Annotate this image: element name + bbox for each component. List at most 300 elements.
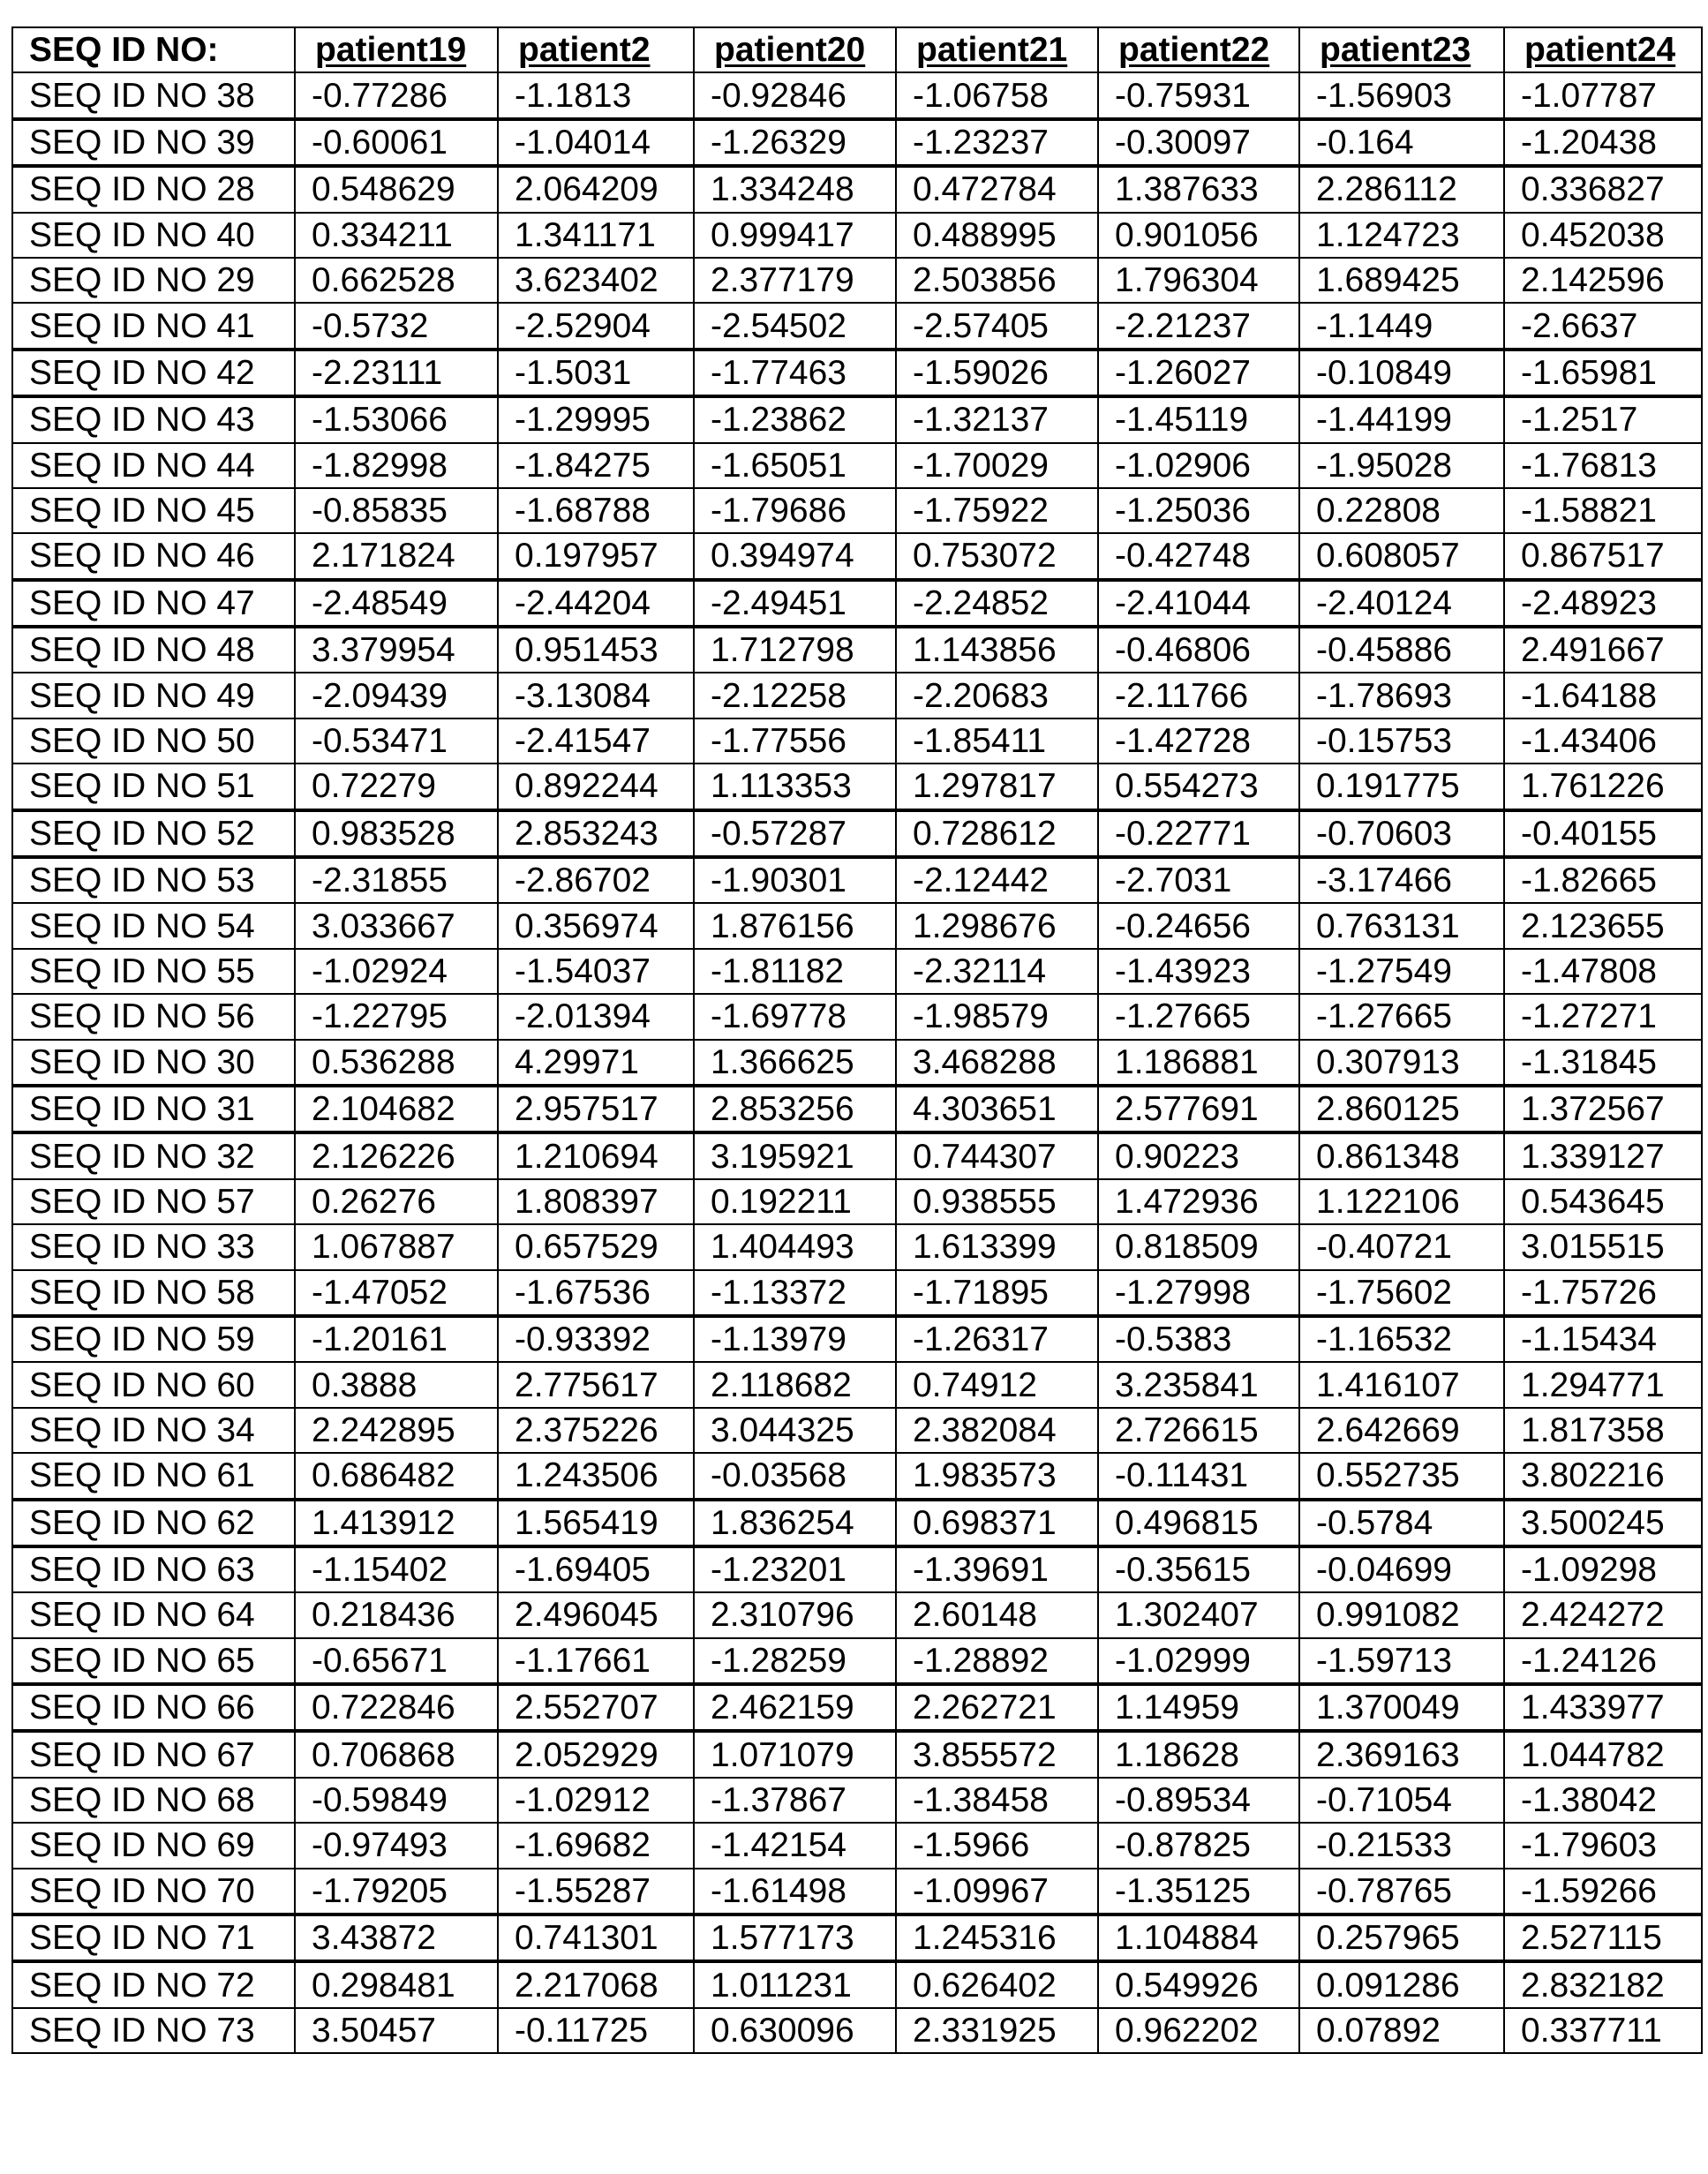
value-cell: -2.44204: [498, 580, 694, 627]
value-cell: 1.294771: [1504, 1362, 1702, 1407]
seq-id-cell: SEQ ID NO 28: [12, 166, 295, 212]
value-cell: 2.424272: [1504, 1592, 1702, 1637]
table-row: [12, 1132, 1702, 1178]
table-row: [12, 1362, 1702, 1407]
value-cell: -0.45886: [1299, 627, 1504, 673]
value-cell: -1.70029: [896, 443, 1098, 488]
value-cell: 1.067887: [295, 1224, 498, 1269]
table-row: [12, 1224, 1702, 1269]
value-cell: -0.5784: [1299, 1500, 1504, 1546]
value-cell: -1.24126: [1504, 1638, 1702, 1684]
value-cell: 0.549926: [1098, 1961, 1299, 2007]
value-cell: 0.753072: [896, 533, 1098, 579]
seq-id-cell: SEQ ID NO 34: [12, 1408, 295, 1453]
value-cell: 0.657529: [498, 1224, 694, 1269]
seq-id-cell: SEQ ID NO 64: [12, 1592, 295, 1637]
value-cell: -1.35125: [1098, 1869, 1299, 1914]
value-cell: -2.48549: [295, 580, 498, 627]
value-cell: -0.40155: [1504, 810, 1702, 857]
value-cell: -2.23111: [295, 350, 498, 396]
value-cell: 0.257965: [1299, 1914, 1504, 1961]
value-cell: 0.861348: [1299, 1132, 1504, 1178]
table-row: [12, 1684, 1702, 1731]
table-row: [12, 810, 1702, 857]
value-cell: 3.195921: [694, 1132, 896, 1178]
value-cell: 2.957517: [498, 1086, 694, 1132]
value-cell: 1.372567: [1504, 1086, 1702, 1132]
value-cell: 1.044782: [1504, 1731, 1702, 1777]
table-row: [12, 1592, 1702, 1637]
column-header-patient2: patient2: [498, 27, 694, 72]
table-row: [12, 627, 1702, 673]
value-cell: -1.82998: [295, 443, 498, 488]
value-cell: -0.40721: [1299, 1224, 1504, 1269]
value-cell: -2.7031: [1098, 857, 1299, 903]
value-cell: -0.03568: [694, 1453, 896, 1499]
value-cell: -1.84275: [498, 443, 694, 488]
table-row: [12, 2008, 1702, 2053]
value-cell: -1.13372: [694, 1270, 896, 1316]
value-cell: 0.197957: [498, 533, 694, 579]
seq-id-cell: SEQ ID NO 38: [12, 72, 295, 118]
table-row: [12, 949, 1702, 994]
value-cell: -2.12258: [694, 673, 896, 718]
value-cell: 1.366625: [694, 1040, 896, 1086]
value-cell: 0.496815: [1098, 1500, 1299, 1546]
value-cell: -1.47052: [295, 1270, 498, 1316]
value-cell: 2.503856: [896, 258, 1098, 303]
value-cell: -1.59266: [1504, 1869, 1702, 1914]
value-cell: 0.191775: [1299, 764, 1504, 809]
value-cell: 0.548629: [295, 166, 498, 212]
value-cell: -1.98579: [896, 994, 1098, 1039]
value-cell: -1.78693: [1299, 673, 1504, 718]
value-cell: -1.28892: [896, 1638, 1098, 1684]
value-cell: 0.901056: [1098, 213, 1299, 258]
value-cell: 2.60148: [896, 1592, 1098, 1637]
value-cell: 1.836254: [694, 1500, 896, 1546]
value-cell: -1.32137: [896, 396, 1098, 442]
value-cell: 0.962202: [1098, 2008, 1299, 2053]
column-header-patient19: patient19: [295, 27, 498, 72]
value-cell: -1.69778: [694, 994, 896, 1039]
value-cell: -1.79205: [295, 1869, 498, 1914]
value-cell: 0.091286: [1299, 1961, 1504, 2007]
value-cell: -1.26027: [1098, 350, 1299, 396]
value-cell: -1.09298: [1504, 1546, 1702, 1592]
value-cell: -0.71054: [1299, 1778, 1504, 1823]
seq-id-cell: SEQ ID NO 65: [12, 1638, 295, 1684]
column-header-patient20: patient20: [694, 27, 896, 72]
column-header-seq-id: SEQ ID NO:: [12, 27, 295, 72]
value-cell: 0.662528: [295, 258, 498, 303]
value-cell: -2.86702: [498, 857, 694, 903]
value-cell: -2.48923: [1504, 580, 1702, 627]
seq-id-cell: SEQ ID NO 63: [12, 1546, 295, 1592]
value-cell: 1.808397: [498, 1179, 694, 1224]
table-row: [12, 1316, 1702, 1362]
value-cell: 3.855572: [896, 1731, 1098, 1777]
value-cell: -1.28259: [694, 1638, 896, 1684]
value-cell: -1.45119: [1098, 396, 1299, 442]
value-cell: -1.06758: [896, 72, 1098, 118]
value-cell: -1.90301: [694, 857, 896, 903]
value-cell: 1.339127: [1504, 1132, 1702, 1178]
seq-id-cell: SEQ ID NO 68: [12, 1778, 295, 1823]
value-cell: -1.29995: [498, 396, 694, 442]
seq-id-cell: SEQ ID NO 60: [12, 1362, 295, 1407]
value-cell: 1.18628: [1098, 1731, 1299, 1777]
value-cell: -1.20161: [295, 1316, 498, 1362]
value-cell: -1.09967: [896, 1869, 1098, 1914]
value-cell: -0.92846: [694, 72, 896, 118]
value-cell: -2.01394: [498, 994, 694, 1039]
value-cell: 2.217068: [498, 1961, 694, 2007]
table-row: [12, 72, 1702, 118]
value-cell: -1.1449: [1299, 303, 1504, 349]
value-cell: 1.761226: [1504, 764, 1702, 809]
value-cell: -1.20438: [1504, 119, 1702, 166]
value-cell: 1.122106: [1299, 1179, 1504, 1224]
value-cell: -1.02999: [1098, 1638, 1299, 1684]
value-cell: -0.77286: [295, 72, 498, 118]
seq-id-cell: SEQ ID NO 66: [12, 1684, 295, 1731]
value-cell: -1.53066: [295, 396, 498, 442]
value-cell: -0.11725: [498, 2008, 694, 2053]
value-cell: -1.79603: [1504, 1823, 1702, 1868]
value-cell: -1.27665: [1098, 994, 1299, 1039]
value-cell: 0.307913: [1299, 1040, 1504, 1086]
seq-id-cell: SEQ ID NO 56: [12, 994, 295, 1039]
table-row: [12, 119, 1702, 166]
value-cell: 1.297817: [896, 764, 1098, 809]
value-cell: 2.171824: [295, 533, 498, 579]
value-cell: -1.16532: [1299, 1316, 1504, 1362]
value-cell: 2.052929: [498, 1731, 694, 1777]
value-cell: -2.57405: [896, 303, 1098, 349]
value-cell: 2.310796: [694, 1592, 896, 1637]
value-cell: -1.43923: [1098, 949, 1299, 994]
value-cell: -1.25036: [1098, 488, 1299, 533]
seq-id-cell: SEQ ID NO 55: [12, 949, 295, 994]
value-cell: 0.90223: [1098, 1132, 1299, 1178]
table-row: [12, 1778, 1702, 1823]
value-cell: -1.75602: [1299, 1270, 1504, 1316]
value-cell: -0.5383: [1098, 1316, 1299, 1362]
value-cell: -0.53471: [295, 718, 498, 764]
value-cell: -1.69405: [498, 1546, 694, 1592]
value-cell: -1.38458: [896, 1778, 1098, 1823]
value-cell: 2.642669: [1299, 1408, 1504, 1453]
value-cell: -2.52904: [498, 303, 694, 349]
value-cell: -0.11431: [1098, 1453, 1299, 1499]
table-row: [12, 857, 1702, 903]
value-cell: 2.382084: [896, 1408, 1098, 1453]
column-header-patient24: patient24: [1504, 27, 1702, 72]
value-cell: 0.334211: [295, 213, 498, 258]
value-cell: 0.356974: [498, 903, 694, 948]
seq-id-cell: SEQ ID NO 47: [12, 580, 295, 627]
value-cell: -0.93392: [498, 1316, 694, 1362]
value-cell: -0.85835: [295, 488, 498, 533]
value-cell: 0.630096: [694, 2008, 896, 2053]
value-cell: -1.38042: [1504, 1778, 1702, 1823]
value-cell: 1.876156: [694, 903, 896, 948]
header-row: [12, 27, 1702, 72]
value-cell: 0.218436: [295, 1592, 498, 1637]
value-cell: 0.938555: [896, 1179, 1098, 1224]
value-cell: 0.983528: [295, 810, 498, 857]
value-cell: -2.49451: [694, 580, 896, 627]
value-cell: -1.65051: [694, 443, 896, 488]
value-cell: -0.59849: [295, 1778, 498, 1823]
seq-id-cell: SEQ ID NO 32: [12, 1132, 295, 1178]
value-cell: 0.72279: [295, 764, 498, 809]
value-cell: -1.15434: [1504, 1316, 1702, 1362]
value-cell: 3.43872: [295, 1914, 498, 1961]
value-cell: 1.243506: [498, 1453, 694, 1499]
value-cell: 1.186881: [1098, 1040, 1299, 1086]
table-row: [12, 443, 1702, 488]
value-cell: -1.27271: [1504, 994, 1702, 1039]
table-row: [12, 764, 1702, 809]
seq-id-cell: SEQ ID NO 70: [12, 1869, 295, 1914]
value-cell: -1.56903: [1299, 72, 1504, 118]
value-cell: 3.235841: [1098, 1362, 1299, 1407]
value-cell: -1.47808: [1504, 949, 1702, 994]
value-cell: 2.104682: [295, 1086, 498, 1132]
value-cell: 2.242895: [295, 1408, 498, 1453]
value-cell: 1.577173: [694, 1914, 896, 1961]
value-cell: -1.54037: [498, 949, 694, 994]
seq-id-cell: SEQ ID NO 42: [12, 350, 295, 396]
value-cell: -1.17661: [498, 1638, 694, 1684]
value-cell: 2.375226: [498, 1408, 694, 1453]
value-cell: 1.433977: [1504, 1684, 1702, 1731]
value-cell: -1.64188: [1504, 673, 1702, 718]
value-cell: -0.46806: [1098, 627, 1299, 673]
column-header-patient22: patient22: [1098, 27, 1299, 72]
table-row: [12, 903, 1702, 948]
value-cell: -1.42154: [694, 1823, 896, 1868]
value-cell: -1.69682: [498, 1823, 694, 1868]
table-row: [12, 488, 1702, 533]
value-cell: 2.369163: [1299, 1731, 1504, 1777]
table-row: [12, 1040, 1702, 1086]
value-cell: -0.164: [1299, 119, 1504, 166]
value-cell: 1.071079: [694, 1731, 896, 1777]
value-cell: 0.999417: [694, 213, 896, 258]
expression-table: [11, 26, 1703, 2054]
value-cell: -0.89534: [1098, 1778, 1299, 1823]
seq-id-cell: SEQ ID NO 39: [12, 119, 295, 166]
value-cell: -0.30097: [1098, 119, 1299, 166]
value-cell: 2.064209: [498, 166, 694, 212]
table-row: [12, 580, 1702, 627]
value-cell: -0.60061: [295, 119, 498, 166]
value-cell: 1.298676: [896, 903, 1098, 948]
seq-id-cell: SEQ ID NO 61: [12, 1453, 295, 1499]
value-cell: -1.59713: [1299, 1638, 1504, 1684]
value-cell: 0.472784: [896, 166, 1098, 212]
table-row: [12, 303, 1702, 349]
table-row: [12, 1179, 1702, 1224]
value-cell: 0.741301: [498, 1914, 694, 1961]
value-cell: 1.14959: [1098, 1684, 1299, 1731]
table-row: [12, 1823, 1702, 1868]
value-cell: 0.336827: [1504, 166, 1702, 212]
column-header-patient23: patient23: [1299, 27, 1504, 72]
value-cell: -1.75726: [1504, 1270, 1702, 1316]
value-cell: 0.626402: [896, 1961, 1098, 2007]
value-cell: -0.35615: [1098, 1546, 1299, 1592]
value-cell: 1.472936: [1098, 1179, 1299, 1224]
value-cell: 3.500245: [1504, 1500, 1702, 1546]
seq-id-cell: SEQ ID NO 62: [12, 1500, 295, 1546]
value-cell: 0.951453: [498, 627, 694, 673]
value-cell: 4.303651: [896, 1086, 1098, 1132]
value-cell: 2.331925: [896, 2008, 1098, 2053]
value-cell: 2.123655: [1504, 903, 1702, 948]
value-cell: -2.32114: [896, 949, 1098, 994]
value-cell: 1.341171: [498, 213, 694, 258]
value-cell: -1.61498: [694, 1869, 896, 1914]
value-cell: 2.527115: [1504, 1914, 1702, 1961]
value-cell: 0.192211: [694, 1179, 896, 1224]
seq-id-cell: SEQ ID NO 58: [12, 1270, 295, 1316]
table-body: [12, 72, 1702, 2053]
value-cell: -1.2517: [1504, 396, 1702, 442]
seq-id-cell: SEQ ID NO 45: [12, 488, 295, 533]
seq-id-cell: SEQ ID NO 51: [12, 764, 295, 809]
value-cell: -0.57287: [694, 810, 896, 857]
table-row: [12, 213, 1702, 258]
table-row: [12, 1869, 1702, 1914]
value-cell: -0.5732: [295, 303, 498, 349]
value-cell: 0.608057: [1299, 533, 1504, 579]
seq-id-cell: SEQ ID NO 52: [12, 810, 295, 857]
seq-id-cell: SEQ ID NO 54: [12, 903, 295, 948]
value-cell: 1.387633: [1098, 166, 1299, 212]
value-cell: 2.726615: [1098, 1408, 1299, 1453]
value-cell: -1.77463: [694, 350, 896, 396]
value-cell: 1.712798: [694, 627, 896, 673]
value-cell: -0.10849: [1299, 350, 1504, 396]
value-cell: 0.818509: [1098, 1224, 1299, 1269]
value-cell: 1.817358: [1504, 1408, 1702, 1453]
value-cell: 2.142596: [1504, 258, 1702, 303]
value-cell: 2.286112: [1299, 166, 1504, 212]
value-cell: 3.044325: [694, 1408, 896, 1453]
value-cell: -1.37867: [694, 1778, 896, 1823]
value-cell: 0.298481: [295, 1961, 498, 2007]
value-cell: 2.491667: [1504, 627, 1702, 673]
value-cell: 2.552707: [498, 1684, 694, 1731]
seq-id-cell: SEQ ID NO 48: [12, 627, 295, 673]
value-cell: -1.23237: [896, 119, 1098, 166]
value-cell: 0.554273: [1098, 764, 1299, 809]
table-row: [12, 718, 1702, 764]
value-cell: -1.04014: [498, 119, 694, 166]
value-cell: 1.124723: [1299, 213, 1504, 258]
value-cell: 2.853243: [498, 810, 694, 857]
value-cell: 1.302407: [1098, 1592, 1299, 1637]
value-cell: 1.011231: [694, 1961, 896, 2007]
value-cell: 2.853256: [694, 1086, 896, 1132]
value-cell: 0.991082: [1299, 1592, 1504, 1637]
value-cell: 1.113353: [694, 764, 896, 809]
value-cell: -0.22771: [1098, 810, 1299, 857]
value-cell: 2.377179: [694, 258, 896, 303]
seq-id-cell: SEQ ID NO 72: [12, 1961, 295, 2007]
value-cell: -2.41044: [1098, 580, 1299, 627]
value-cell: -1.27549: [1299, 949, 1504, 994]
value-cell: -1.13979: [694, 1316, 896, 1362]
value-cell: -1.75922: [896, 488, 1098, 533]
value-cell: -0.21533: [1299, 1823, 1504, 1868]
value-cell: 2.118682: [694, 1362, 896, 1407]
value-cell: 0.07892: [1299, 2008, 1504, 2053]
value-cell: -0.97493: [295, 1823, 498, 1868]
value-cell: 3.468288: [896, 1040, 1098, 1086]
value-cell: -0.78765: [1299, 1869, 1504, 1914]
table-row: [12, 166, 1702, 212]
table-row: [12, 1546, 1702, 1592]
value-cell: -1.5966: [896, 1823, 1098, 1868]
value-cell: -3.17466: [1299, 857, 1504, 903]
value-cell: 0.892244: [498, 764, 694, 809]
value-cell: -1.59026: [896, 350, 1098, 396]
value-cell: 1.245316: [896, 1914, 1098, 1961]
seq-id-cell: SEQ ID NO 44: [12, 443, 295, 488]
table-row: [12, 396, 1702, 442]
value-cell: -0.87825: [1098, 1823, 1299, 1868]
value-cell: 0.488995: [896, 213, 1098, 258]
value-cell: -2.24852: [896, 580, 1098, 627]
value-cell: 1.210694: [498, 1132, 694, 1178]
seq-id-cell: SEQ ID NO 40: [12, 213, 295, 258]
value-cell: -1.85411: [896, 718, 1098, 764]
seq-id-cell: SEQ ID NO 49: [12, 673, 295, 718]
value-cell: 3.50457: [295, 2008, 498, 2053]
value-cell: 0.3888: [295, 1362, 498, 1407]
seq-id-cell: SEQ ID NO 29: [12, 258, 295, 303]
value-cell: 1.404493: [694, 1224, 896, 1269]
value-cell: 3.623402: [498, 258, 694, 303]
value-cell: -2.09439: [295, 673, 498, 718]
seq-id-cell: SEQ ID NO 59: [12, 1316, 295, 1362]
table-row: [12, 533, 1702, 579]
value-cell: -1.65981: [1504, 350, 1702, 396]
value-cell: -1.42728: [1098, 718, 1299, 764]
value-cell: 1.613399: [896, 1224, 1098, 1269]
seq-id-cell: SEQ ID NO 67: [12, 1731, 295, 1777]
value-cell: -1.22795: [295, 994, 498, 1039]
column-header-patient21: patient21: [896, 27, 1098, 72]
value-cell: 2.462159: [694, 1684, 896, 1731]
table-row: [12, 1500, 1702, 1546]
value-cell: 0.686482: [295, 1453, 498, 1499]
value-cell: 1.416107: [1299, 1362, 1504, 1407]
value-cell: -1.02906: [1098, 443, 1299, 488]
table-row: [12, 350, 1702, 396]
value-cell: -1.39691: [896, 1546, 1098, 1592]
value-cell: -1.23201: [694, 1546, 896, 1592]
table-row: [12, 1731, 1702, 1777]
value-cell: -0.75931: [1098, 72, 1299, 118]
value-cell: -1.5031: [498, 350, 694, 396]
value-cell: -1.71895: [896, 1270, 1098, 1316]
